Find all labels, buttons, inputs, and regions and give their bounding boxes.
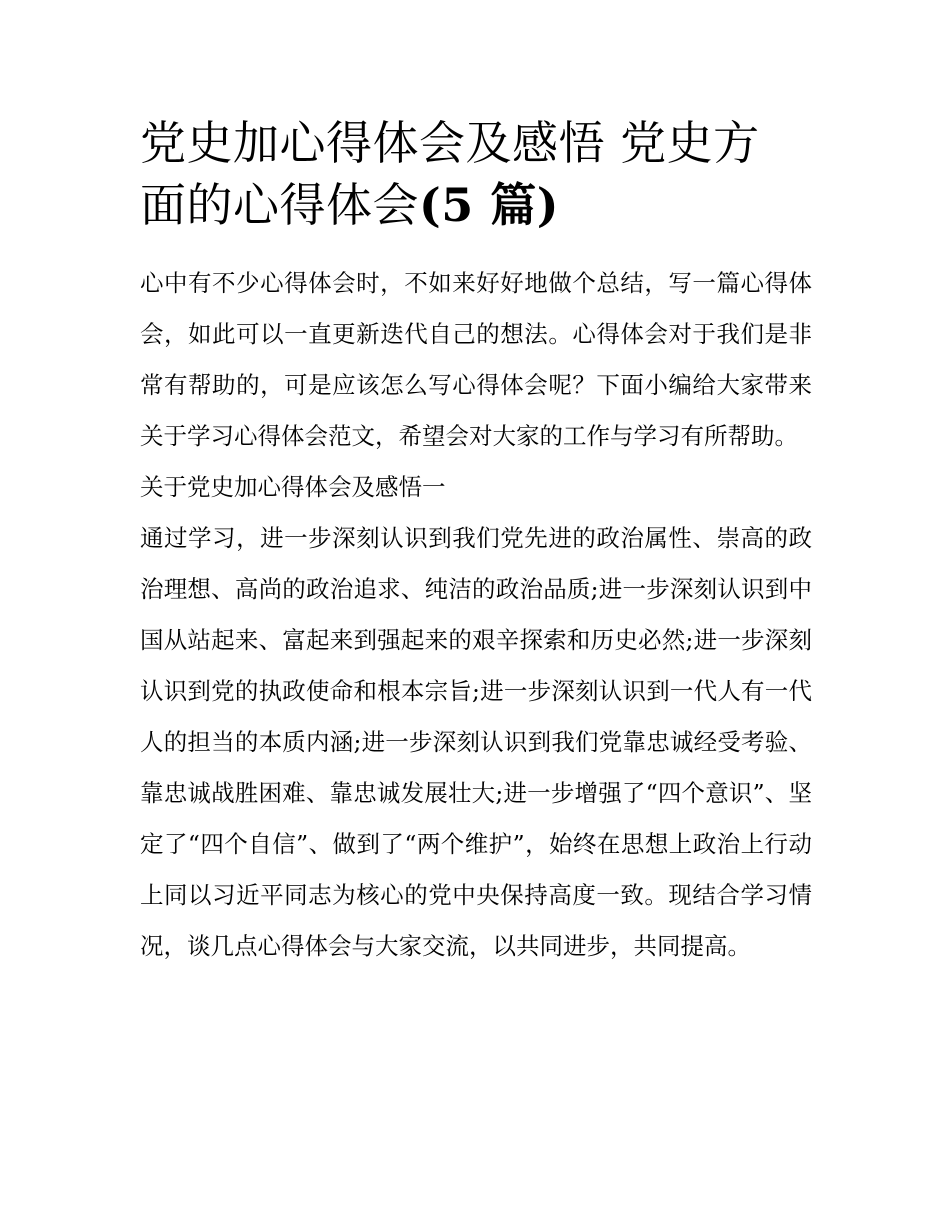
intro-paragraph: 心中有不少心得体会时，不如来好好地做个总结，写一篇心得体会，如此可以一直更新迭代自己的想法。心得体会对于我们是非常有帮助的，可是应该怎么写心得体会呢？下面小编给大家带来关于学习心得体会范文，希望会对大家的工作与学习有所帮助。 bbox=[140, 269, 812, 450]
title-line-1: 党史加心得体会及感悟 党史方 bbox=[140, 116, 760, 170]
section-heading: 关于党史加心得体会及感悟一 bbox=[140, 473, 446, 501]
body-paragraph: 通过学习，进一步深刻认识到我们党先进的政治属性、崇高的政治理想、高尚的政治追求、纯洁的政治品质;进一步深刻认识到中国从站起来、富起来到强起来的艰辛探索和历史必然;进一步深刻认识到党的执政使命和根本宗旨;进一步深刻认识到一代人有一代人的担当的本质内涵;进一步深刻认识到我们党靠忠诚经受考验、靠忠诚战胜困难、靠忠诚发展壮大;进一步增强了“四个意识”、坚定了“四个自信”、做到了“两个维护”，始终在思想上政治上行动上同以习近平同志为核心的党中央保持高度一致。现结合学习情况，谈几点心得体会与大家交流，以共同进步，共同提高。 bbox=[140, 524, 812, 960]
document-title bbox=[140, 112, 812, 236]
document-page bbox=[140, 112, 812, 972]
title-line-2-prefix: 面的心得体会 bbox=[140, 178, 419, 232]
title-line-2-suffix: (5 篇) bbox=[419, 178, 560, 232]
